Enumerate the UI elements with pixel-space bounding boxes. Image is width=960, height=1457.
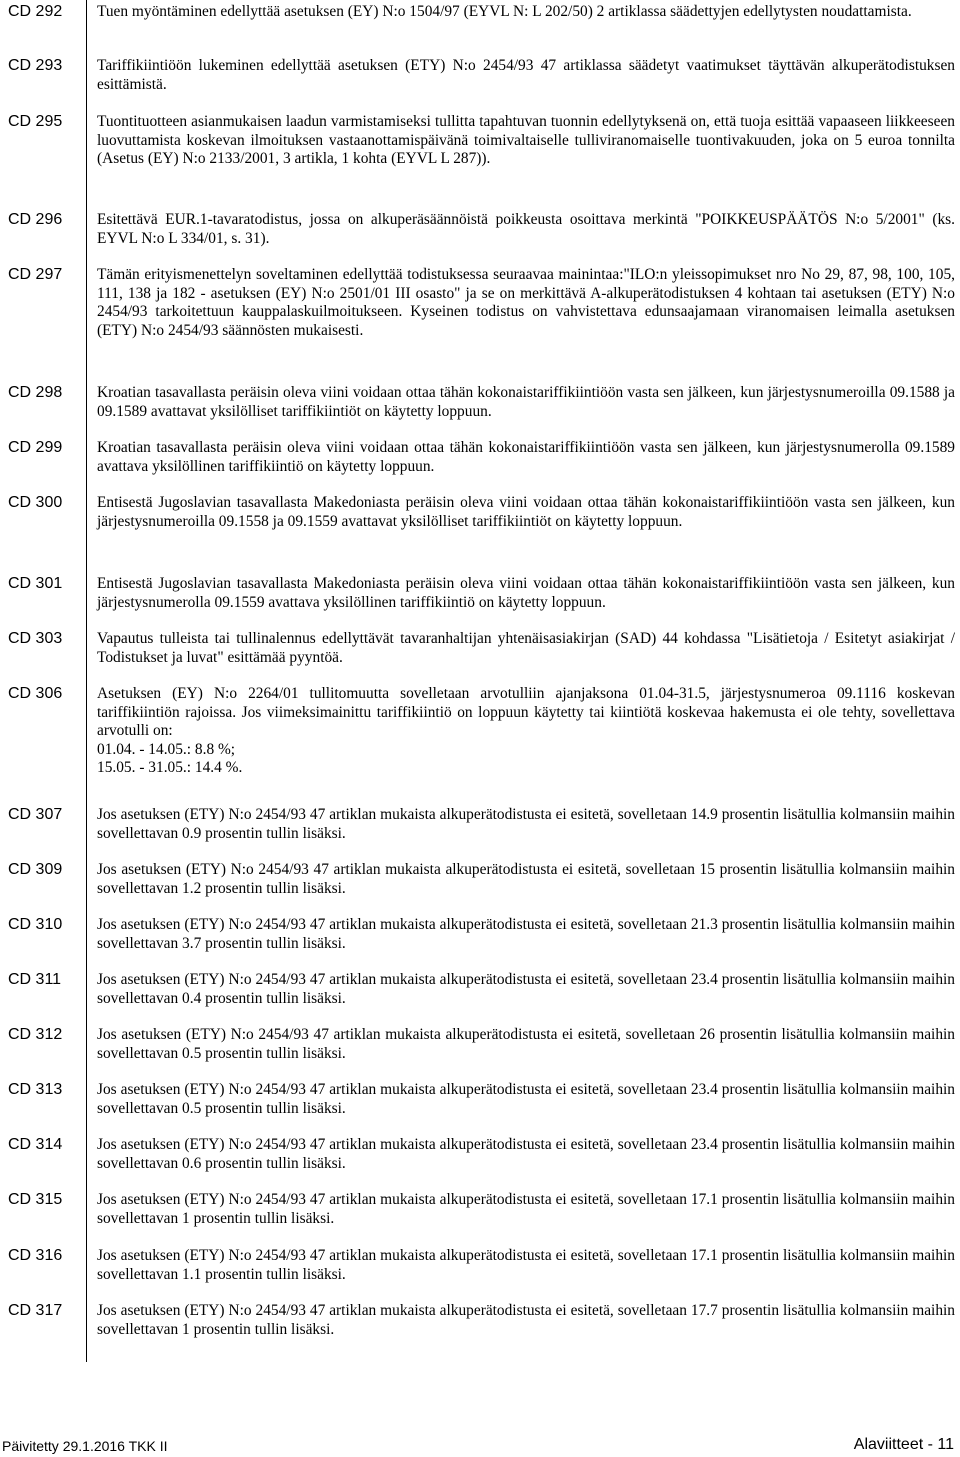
footnote-code: CD 316 [8,1247,63,1264]
footnote-text [97,1247,955,1284]
footnote-text [97,57,955,94]
footnote-text [97,971,955,1008]
footnote-text [97,861,955,898]
footnote-text [97,113,955,169]
footnote-code: CD 312 [8,1026,63,1043]
footnote-code: CD 303 [8,630,63,647]
footnote-code: CD 315 [8,1191,63,1208]
footnote-text [97,266,955,340]
footnote-paragraph: Jos asetuksen (ETY) N:o 2454/93 47 artiklan mukaista alkuperätodistusta ei esitetä, sovelletaan 14.9 prosentin lisätullia kolmansiin maihin sovellettavan 0.9 prosentin tullin lisäksi. [97,806,955,842]
footnote-code: CD 309 [8,861,63,878]
footnote-code: CD 295 [8,113,63,130]
footer-page-number: Alaviitteet - 11 [853,1436,954,1453]
footnote-paragraph: Jos asetuksen (ETY) N:o 2454/93 47 artiklan mukaista alkuperätodistusta ei esitetä, sovelletaan 17.7 prosentin lisätullia kolmansiin maihin sovellettavan 1 prosentin tullin lisäksi. [97,1302,955,1338]
footnote-text [97,1302,955,1339]
footnote-paragraph: Jos asetuksen (ETY) N:o 2454/93 47 artiklan mukaista alkuperätodistusta ei esitetä, sovelletaan 23.4 prosentin lisätullia kolmansiin maihin sovellettavan 0.4 prosentin tullin lisäksi. [97,971,955,1007]
footnote-text [97,630,955,667]
column-divider [86,0,87,1362]
footnote-text [97,1081,955,1118]
footnote-paragraph: Entisestä Jugoslavian tasavallasta Makedoniasta peräisin oleva viini voidaan ottaa tähän kokonaistariffikiintiöön vasta sen jälkeen, kun järjestysnumerolla 09.1559 avattava yksilöllinen tariffikiintiö on käytetty loppuun. [97,575,955,611]
footnote-text [97,685,955,778]
footnote-paragraph: Jos asetuksen (ETY) N:o 2454/93 47 artiklan mukaista alkuperätodistusta ei esitetä, sovelletaan 23.4 prosentin lisätullia kolmansiin maihin sovellettavan 0.5 prosentin tullin lisäksi. [97,1081,955,1117]
footnote-code: CD 297 [8,266,63,283]
footnote-paragraph: Tämän erityismenettelyn soveltaminen edellyttää todistuksessa seuraavaa mainintaa:"ILO:n yleissopimukset nro No 29, 87, 98, 100, 105, 111, 138 ja 182 - asetuksen (EY) N:o 2501/01 III osasto" ja se on merkittävä A-alkuperätodistuksen 4 kohtaan tai asetuksen (ETY) N:o 2454/93 tarkoitettuun kauppalaskuilmoitukseen. Kyseinen todistus on vahvistettava edunsaajamaan viranomaisen leimalla asetuksen (ETY) N:o 2454/93 säännösten mukaisesti. [97,266,955,339]
footnote-code: CD 307 [8,806,63,823]
footnote-code: CD 311 [8,971,62,988]
footnote-paragraph: 15.05. - 31.05.: 14.4 %. [97,759,243,776]
footnote-paragraph: Jos asetuksen (ETY) N:o 2454/93 47 artiklan mukaista alkuperätodistusta ei esitetä, sovelletaan 17.1 prosentin lisätullia kolmansiin maihin sovellettavan 1 prosentin tullin lisäksi. [97,1191,955,1227]
footnote-code: CD 299 [8,439,63,456]
footnote-paragraph: Jos asetuksen (ETY) N:o 2454/93 47 artiklan mukaista alkuperätodistusta ei esitetä, sovelletaan 17.1 prosentin lisätullia kolmansiin maihin sovellettavan 1.1 prosentin tullin lisäksi. [97,1247,955,1283]
footnote-text [97,1026,955,1063]
footnote-text [97,494,955,531]
footnote-paragraph: Asetuksen (EY) N:o 2264/01 tullitomuutta sovelletaan arvotulliin ajanjaksona 01.04-31.5, järjestysnumeroa 09.1116 koskevan tariffikiintiön rajoissa. Jos viimeksimainittu tariffikiintiö on loppuun käytetty tai kiintiötä koskevaa hakemusta ei ole tehty, sovellettava arvotulli on: [97,685,955,739]
footnote-text [97,384,955,421]
footnote-code: CD 300 [8,494,63,511]
footnote-code: CD 313 [8,1081,63,1098]
footnote-paragraph: Kroatian tasavallasta peräisin oleva viini voidaan ottaa tähän kokonaistariffikiintiöön vasta sen jälkeen, kun järjestysnumeroilla 09.1588 ja 09.1589 avattavat yksilölliset tariffikiintiöt on käytetty loppuun. [97,384,955,420]
footnote-code: CD 310 [8,916,63,933]
footnote-paragraph: Jos asetuksen (ETY) N:o 2454/93 47 artiklan mukaista alkuperätodistusta ei esitetä, sovelletaan 15 prosentin lisätullia kolmansiin maihin sovellettavan 1.2 prosentin tullin lisäksi. [97,861,955,897]
footer-updated-date: Päivitetty 29.1.2016 TKK II [2,1438,168,1454]
footnote-text [97,211,955,248]
footnote-paragraph: 01.04. - 14.05.: 8.8 %; [97,740,236,758]
footnote-text [97,575,955,612]
footnote-text [97,1191,955,1228]
footnote-text [97,3,955,22]
footnote-code: CD 306 [8,685,63,702]
footnote-paragraph: Tariffikiintiöön lukeminen edellyttää asetuksen (ETY) N:o 2454/93 47 artiklassa säädetyt vaatimukset täyttävän alkuperätodistuksen esittämistä. [97,57,955,93]
footnote-code: CD 317 [8,1302,63,1319]
footnote-text [97,916,955,953]
footnote-text [97,806,955,843]
footnote-code: CD 301 [8,575,63,592]
footnote-paragraph: Esitettävä EUR.1-tavaratodistus, jossa on alkuperäsäännöistä poikkeusta osoittava merkintä "POIKKEUSPÄÄTÖS N:o 5/2001" (ks. EYVL N:o L 334/01, s. 31). [97,211,955,247]
footnote-code: CD 298 [8,384,63,401]
footnote-paragraph: Vapautus tulleista tai tullinalennus edellyttävät tavaranhaltijan yhtenäisasiakirjan (SAD) 44 kohdassa "Lisätietoja / Esitetyt asiakirjat / Todistukset ja luvat" esittämää pyyntöä. [97,630,955,666]
page-footer [0,1438,960,1457]
footnote-paragraph: Entisestä Jugoslavian tasavallasta Makedoniasta peräisin oleva viini voidaan ottaa tähän kokonaistariffikiintiöön vasta sen jälkeen, kun järjestysnumeroilla 09.1558 ja 09.1559 avattavat yksilölliset tariffikiintiöt on käytetty loppuun. [97,494,955,530]
footnote-code: CD 292 [8,3,63,20]
footnote-paragraph: Kroatian tasavallasta peräisin oleva viini voidaan ottaa tähän kokonaistariffikiintiöön vasta sen jälkeen, kun järjestysnumerolla 09.1589 avattava yksilöllinen tariffikiintiö on käytetty loppuun. [97,439,955,475]
footnote-code: CD 296 [8,211,63,228]
footnote-paragraph: Tuen myöntäminen edellyttää asetuksen (EY) N:o 1504/97 (EYVL N: L 202/50) 2 artiklassa säädettyjen edellytysten noudattamista. [97,3,912,20]
footnote-text [97,1136,955,1173]
footnote-code: CD 314 [8,1136,63,1153]
footnote-paragraph: Tuontituotteen asianmukaisen laadun varmistamiseksi tullitta tapahtuvan tuonnin edellytyksenä on, että tuoja esittää vapaaseen liikkeeseen luovuttamista koskevan ilmoituksen vastaanottamispäivänä toimivaltaiselle tulliviranomaiselle tuontivakuuden, joka on 5 euroa tonnilta (Asetus (EY) N:o 2133/2001, 3 artikla, 1 kohta (EYVL L 287)). [97,113,955,167]
footnote-paragraph: Jos asetuksen (ETY) N:o 2454/93 47 artiklan mukaista alkuperätodistusta ei esitetä, sovelletaan 23.4 prosentin lisätullia kolmansiin maihin sovellettavan 0.6 prosentin tullin lisäksi. [97,1136,955,1172]
footnote-code: CD 293 [8,57,63,74]
footnote-paragraph: Jos asetuksen (ETY) N:o 2454/93 47 artiklan mukaista alkuperätodistusta ei esitetä, sovelletaan 26 prosentin lisätullia kolmansiin maihin sovellettavan 0.5 prosentin tullin lisäksi. [97,1026,955,1062]
footnote-paragraph: Jos asetuksen (ETY) N:o 2454/93 47 artiklan mukaista alkuperätodistusta ei esitetä, sovelletaan 21.3 prosentin lisätullia kolmansiin maihin sovellettavan 3.7 prosentin tullin lisäksi. [97,916,955,952]
footnote-text [97,439,955,476]
